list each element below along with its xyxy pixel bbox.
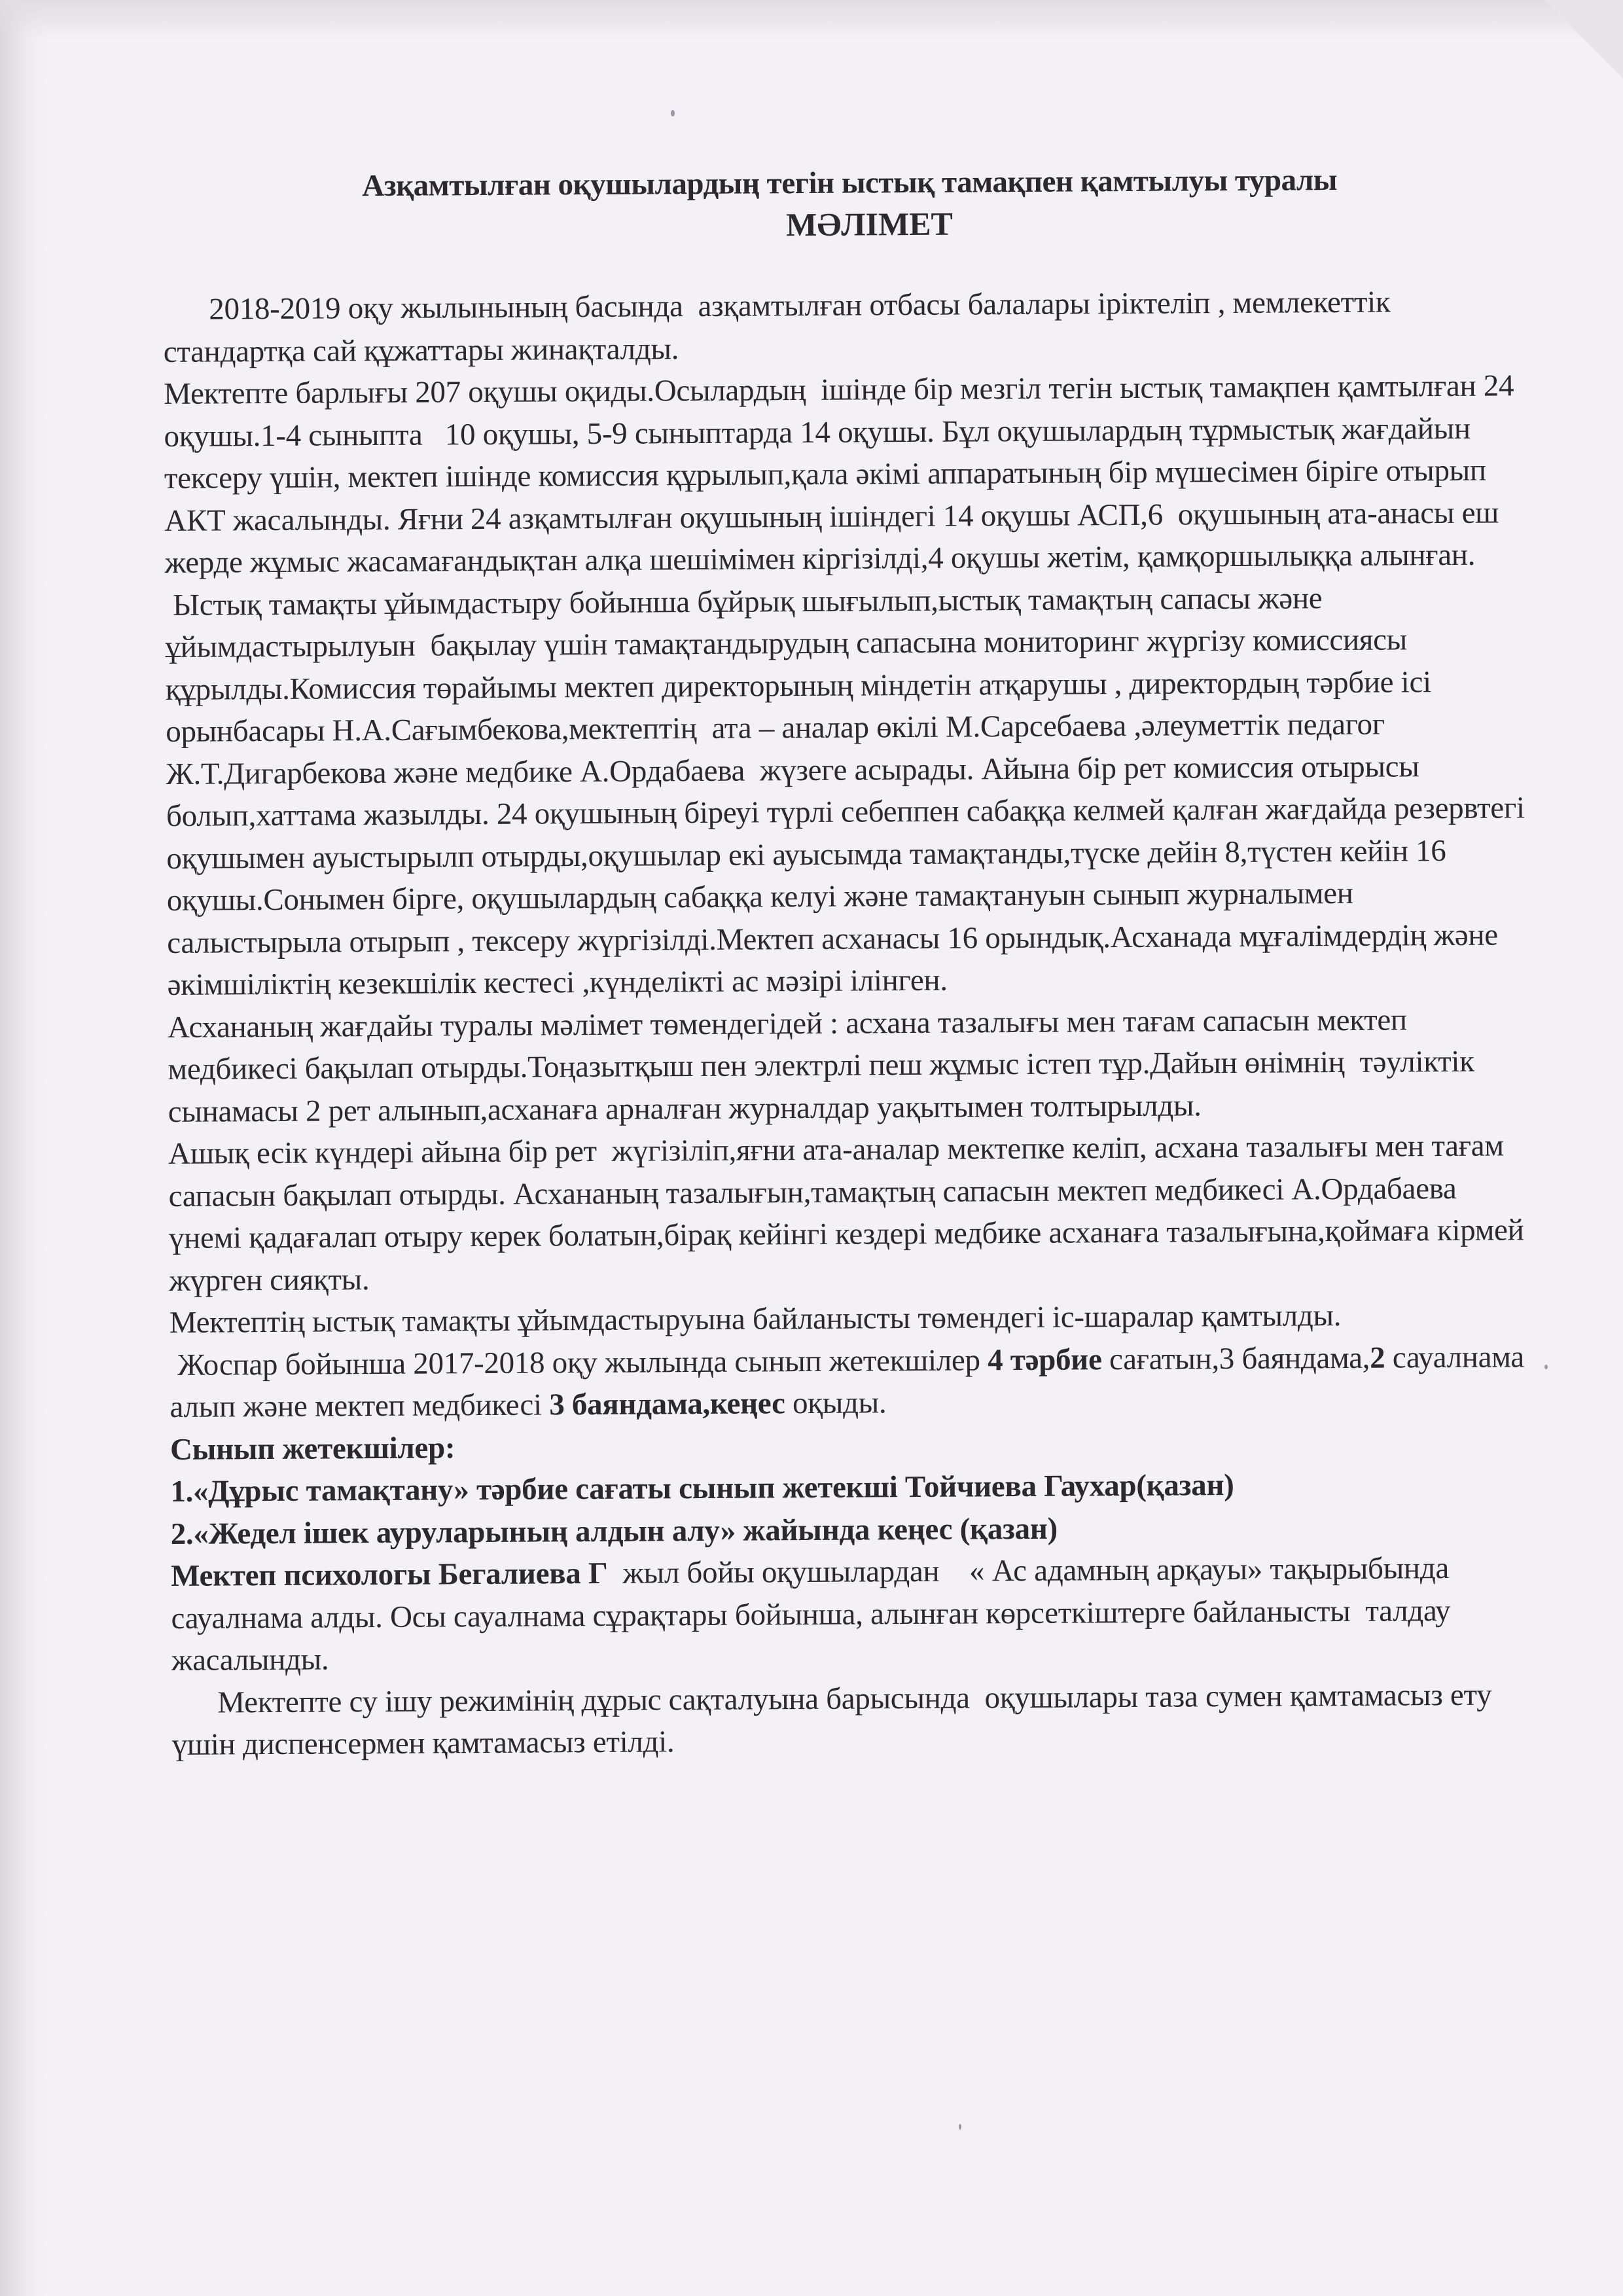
event-item-2: 2.«Жедел ішек ауруларының алдын алу» жайында кеңес (қазан) [170, 1511, 1058, 1551]
paragraph-canteen-state: Асхананың жағдайы туралы мәлімет төмендегідей : асхана тазалығы мен тағам сапасын мектеп медбикесі бақылап отырды.Тоңазытқыш пен электрлі пеш жұмыс істеп тұр.Дайын өнімнің тәуліктік сынамасы 2 рет алынып,асханаға арналған журналдар уақытымен толтырылды. [167, 1002, 1482, 1129]
paragraph-activities-intro: Мектептің ыстық тамақты ұйымдастыруына байланысты төмендегі іс-шаралар қамтылды. [169, 1299, 1342, 1340]
event-item-1: 1.«Дұрыс тамақтану» тәрбие сағаты сынып жетекші Тойчиева Гаухар(қазан) [170, 1468, 1234, 1509]
plan-text-2: сағатын,3 баяндама, [1101, 1340, 1370, 1376]
paragraph-psychologist [171, 1547, 1533, 1681]
plan-text-3: сауалнама алып және мектеп медбикесі [169, 1339, 1532, 1424]
plan-bold-3: 3 баяндама,кеңес [549, 1386, 785, 1422]
paragraph-plan [169, 1336, 1531, 1429]
scan-edge-shadow-top [0, 0, 1623, 39]
psychologist-text: жыл бойы оқушылардан « Ас адамның арқауы» тақырыбында сауалнама алды. Осы сауалнама сұрақтары бойынша, алынған көрсеткіштерге байланысты талдау жасалынды. [171, 1551, 1458, 1677]
scan-edge-shadow-left [0, 0, 46, 2296]
paragraph-water-regime: Мектепте су ішу режимінің дұрыс сақталуына барысында оқушылары таза сумен қамтамасыз ету үшін диспенсермен қамтамасыз етілді. [171, 1677, 1499, 1762]
plan-bold-2: 2 [1369, 1340, 1385, 1375]
paragraph-students-count: Мектепте барлығы 207 оқушы оқиды.Осылардың ішінде бір мезгіл тегін ыстық тамақпен қамтылған 24 оқушы.1-4 сыныпта 10 оқушы, 5-9 сыныптарда 14 оқушы. Бұл оқушылардың тұрмыстық жағдайын тексеру үшін, мектеп ішінде комиссия құрылып,қала әкімі аппаратының бір мүшесімен біріге отырып АКТ жасалынды. Яғни 24 азқамтылған оқушының ішіндегі 14 оқушы АСП,6 оқушының ата-анасы еш жерде жұмыс жасамағандықтан алқа шешімімен кіргізілді,4 оқушы жетім, қамқоршылыққа алынған. [163, 368, 1522, 580]
document-subtitle: Азқамтылған оқушылардың тегін ыстық тамақпен қамтылуы туралы [362, 163, 1338, 204]
plan-text-4: оқыды. [785, 1386, 887, 1421]
document-page [162, 158, 1533, 1766]
plan-text-1: Жоспар бойынша 2017-2018 оқу жылында сынып жетекшілер [177, 1342, 988, 1382]
page-fold-corner [1544, 0, 1623, 79]
scan-speck [671, 110, 675, 117]
scan-speck [1544, 1365, 1548, 1369]
paragraph-commission: Ыстық тамақты ұйымдастыру бойынша бұйрық шығылып,ыстық тамақтың сапасы және ұйымдастырылуын бақылау үшін тамақтандырудың сапасына мониторинг жүргізу комиссиясы құрылды.Комиссия төрайымы мектеп директорының міндетін атқарушы , директордың тәрбие ісі орынбасары Н.А.Сағымбекова,мектептің ата – аналар өкілі М.Сарсебаева ,әлеуметтік педагог Ж.Т.Дигарбекова және медбике А.Ордабаева жүзеге асырады. Айына бір рет комиссия отырысы болып,хаттама жазылды. 24 оқушының біреуі түрлі себеппен сабаққа келмей қалған жағдайда резервтегі оқушымен ауыстырылп отырды,оқушылар екі ауысымда тамақтанды,түске дейін 8,түстен кейін 16 оқушы.Сонымен бірге, оқушылардың сабаққа келуі және тамақтануын сынып журналымен салыстырыла отырып , тексеру жүргізілді.Мектеп асханасы 16 орындық.Асханада мұғалімдердің және әкімшіліктің кезекшілік кестесі ,күнделікті ас мәзірі ілінген. [165, 581, 1533, 1002]
plan-bold-1: 4 тәрбие [987, 1342, 1102, 1377]
psychologist-name: Мектеп психологы Бегалиева Г [170, 1556, 608, 1593]
scan-speck [959, 2124, 961, 2130]
document-title: МӘЛІМЕТ [786, 205, 954, 243]
paragraph-intro: 2018-2019 оқу жылынының басында азқамтылған отбасы балалары іріктеліп , мемлекеттік стандартқа сай құжаттары жинақталды. [163, 285, 1399, 369]
paragraph-open-days: Ашық есік күндері айына бір рет жүгізіліп,яғни ата-аналар мектепке келіп, асхана тазалығы мен тағам сапасын бақылап отырды. Асхананың тазалығын,тамақтың сапасын мектеп медбикесі А.Ордабаева үнемі қадағалап отыру керек болатын,бірақ кейінгі кездері медбике асханаға тазалығына,қоймаға кірмей жүрген сияқты. [168, 1128, 1532, 1298]
class-leaders-heading: Сынып жетекшілер: [169, 1430, 455, 1467]
